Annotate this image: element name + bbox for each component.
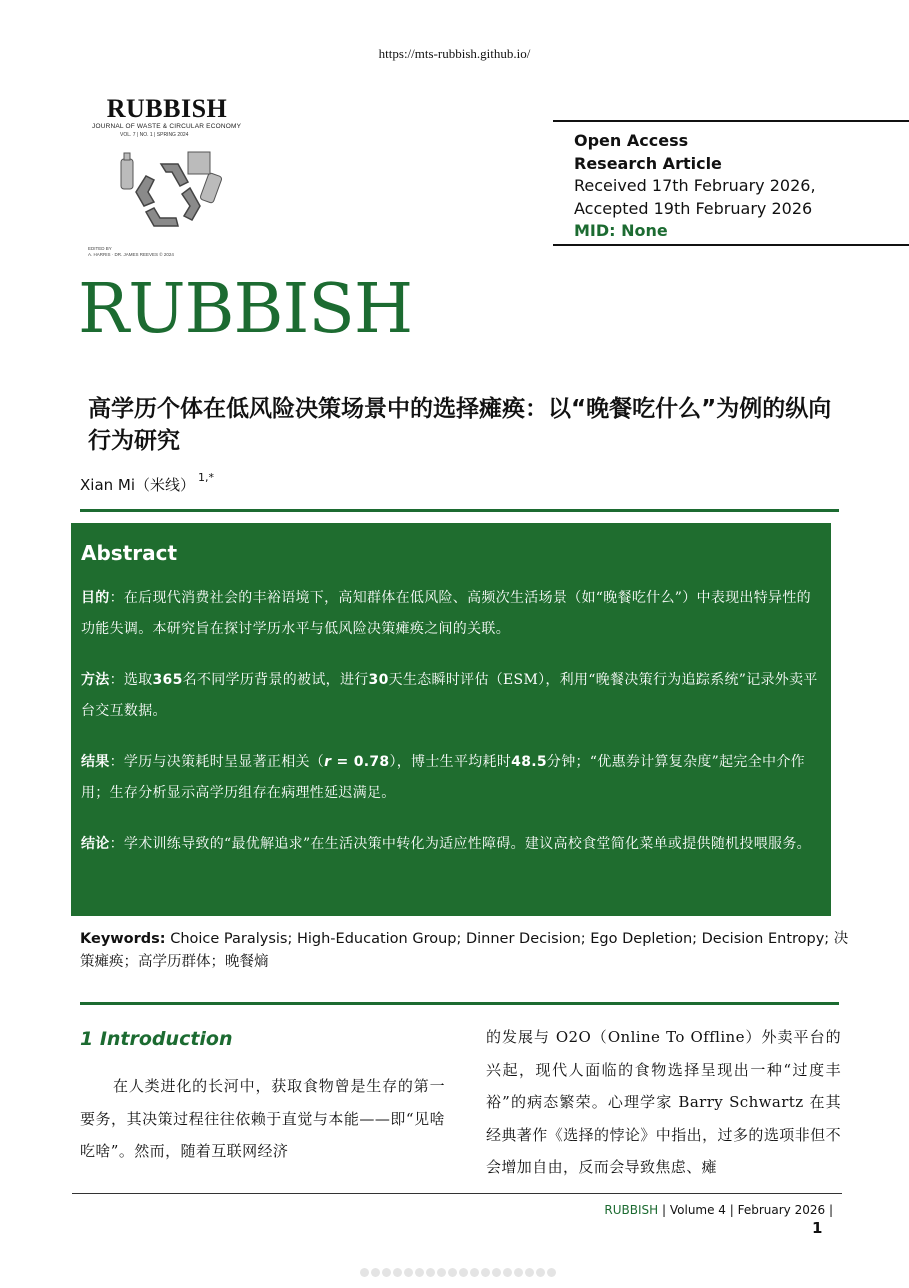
recycle-icon [116,144,226,244]
keywords [80,928,850,974]
logo-volume: VOL. 7 | NO. 1 | SPRING 2024 [120,132,189,138]
logo-subtitle: JOURNAL OF WASTE & CIRCULAR ECONOMY [92,123,242,130]
abstract-aim [81,583,821,645]
abstract-box [71,523,831,916]
conclusion-text: ：学术训练导致的“最优解追求”在生活决策中转化为适应性障碍。建议高校食堂简化菜单或提供随机投喂服务。 [109,836,811,852]
intro-right-column: 的发展与 O2O（Online To Offline）外卖平台的兴起，现代人面临的食物选择呈现出一种“过度丰裕”的病态繁荣。心理学家 Barry Schwartz 在其经典著作《选择的悖论》中指出，过多的选项非但不会增加自由，反而会导致焦虑、瘫 [486,1028,841,1176]
footer-divider [72,1193,842,1194]
result-r-value: = 0.78 [331,754,390,770]
page-number: 1 [812,1219,823,1237]
abstract-heading: Abstract [81,541,178,565]
journal-url[interactable]: https://mts-rubbish.github.io/ [378,46,531,61]
intro-left-column: 在人类进化的长河中，获取食物曾是生存的第一要务，其决策过程往往依赖于直觉与本能——即“见啥吃啥”。然而，随着互联网经济 [80,1077,445,1160]
method-label: 方法 [81,672,110,688]
divider-top [80,509,839,512]
result-text-a: ：学历与决策耗时呈显著正相关（ [109,754,325,770]
author-affiliation-mark: 1,* [198,471,215,484]
abstract-method [81,665,821,727]
method-text-a: ：选取 [109,672,153,688]
logo-edited-names: A. HARRIS · DR. JAMES REEVES © 2024 [88,252,174,257]
footer-volume-info: | Volume 4 | February 2026 | [658,1203,833,1217]
result-r-symbol: r [324,754,332,770]
logo-editors [88,246,238,258]
keywords-text: Choice Paralysis; High-Education Group; Dinner Decision; Ego Depletion; Decision Entropy; 决策瘫痪；高学历群体；晚餐熵 [80,931,849,970]
method-days: 30 [368,672,389,688]
footer [560,1203,833,1217]
author-name: Xian Mi（米线） [80,476,196,494]
result-label: 结果 [81,754,110,770]
footer-journal: RUBBISH [604,1203,659,1217]
result-text-c: 分钟；“优惠券计算复杂度”起完全中介作用；生存分析显示高学历组存在病理性延迟满足。 [81,754,805,801]
keywords-label: Keywords: [80,931,166,947]
open-access-label: Open Access [574,131,689,150]
accepted-date: Accepted 19th February 2026 [574,198,813,218]
author-line [80,471,215,495]
journal-name: RUBBISH [78,270,413,349]
logo-edited-label: EDITED BY [88,246,112,251]
aim-label: 目的 [81,590,110,606]
divider-bottom [80,1002,839,1005]
article-meta [553,120,909,246]
abstract-result [81,747,821,809]
abstract-conclusion [81,829,821,860]
mid-label: MID: None [574,221,668,240]
result-text-b: ），博士生平均耗时 [389,754,512,770]
journal-logo [88,94,258,264]
method-text-b: 名不同学历背景的被试，进行 [182,672,369,688]
section-heading-introduction: 1 Introduction [80,1028,233,1050]
received-date: Received 17th February 2026, [574,176,816,195]
method-text-c: 天生态瞬时评估（ESM），利用“晚餐决策行为追踪系统”记录外卖平台交互数据。 [81,672,818,719]
page-indicator [360,1268,560,1280]
conclusion-label: 结论 [81,836,110,852]
aim-text: ：在后现代消费社会的丰裕语境下，高知群体在低风险、高频次生活场景（如“晚餐吃什么”）中表现出特异性的功能失调。本研究旨在探讨学历水平与低风险决策瘫痪之间的关联。 [81,590,811,637]
logo-title: RUBBISH [106,94,228,123]
result-minutes: 48.5 [511,754,547,770]
method-sample-size: 365 [152,672,183,688]
paper-title: 高学历个体在低风险决策场景中的选择瘫痪：以“晚餐吃什么”为例的纵向行为研究 [88,396,832,454]
article-type: Research Article [574,153,722,173]
